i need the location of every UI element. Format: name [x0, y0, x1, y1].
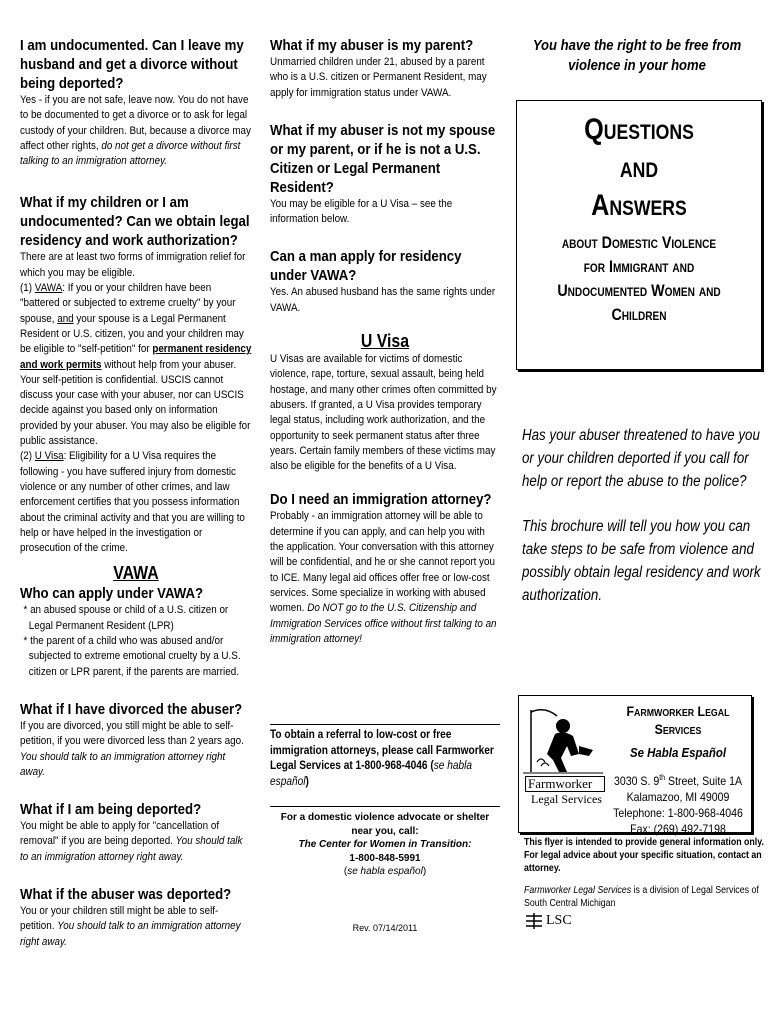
answer-abuser-deported [20, 904, 252, 950]
lsc-text: LSC [546, 913, 572, 928]
vawa-option-bold: permanent residency and work permits [20, 343, 252, 371]
logo-line2: Legal Services [531, 792, 602, 806]
subtitle-line4: Children [611, 305, 667, 324]
answer-vawa-option [20, 281, 252, 449]
subtitle-line2: for Immigrant and [583, 257, 695, 276]
question-who-can-apply: Who can apply under VAWA? [20, 585, 204, 603]
fls-contact-text [612, 702, 744, 837]
subtitle-line3: Undocumented Women and [557, 281, 721, 300]
vawa-option-label: VAWA [34, 282, 63, 295]
vawa-option-text3: without help from your abuser. Your self-petition is confidential. USCIS cannot discuss your case with your abuser, nor can USCIS decide against you based only on information provided by your abuser. You may also be eligible for public assistance. [20, 358, 251, 448]
advocate-spanish: (se habla español) [343, 866, 427, 877]
fls-address1-post: Street, Suite 1A [665, 774, 742, 788]
answer-uvisa-option [20, 449, 252, 556]
referral-content [270, 728, 500, 790]
uvisa-heading: U Visa [360, 331, 410, 352]
cover-body-purpose: This brochure will tell you how you can take steps to be safe from violence and possibly obtain legal residency and work authorization. [522, 518, 761, 604]
disclaimer-content [524, 836, 764, 875]
fls-address2: Kalamazoo, MI 49009 [626, 790, 730, 804]
question-legal-residency: What if my children or I am undocumented? Can we obtain legal residency and work authorization? [20, 194, 250, 250]
column-left [20, 36, 252, 950]
bullet-abused-spouse: * an abused spouse or child of a U.S. citizen or Legal Permanent Resident (LPR) [23, 604, 229, 632]
question-divorce: I am undocumented. Can I leave my husband and get a divorce without being deported? [20, 37, 244, 92]
uvisa-description: U Visas are available for victims of domestic violence, rape, torture, sexual assault, being held hostage, and many other crimes often committed by abusers. If granted, a U Visa provides temporary legal status, including work authorization, and the opportunity to seek permanent status after three years. Certain family members of these victims may also be eligible for the benefits of a U Visa. [270, 353, 497, 473]
lsc-emblem-icon [524, 912, 544, 930]
revision-date: Rev. 07/14/2011 [352, 923, 418, 933]
title-questions: Questions [584, 113, 694, 146]
fls-name: Farmworker Legal Services [626, 703, 730, 737]
cover-body [522, 424, 762, 607]
logo-line1: Farmworker [525, 776, 605, 792]
answer-abuser-parent: Unmarried children under 21, abused by a parent who is a U.S. citizen or Permanent Resident, may apply for immigration status under VAWA. [270, 56, 487, 99]
advocate-line: For a domestic violence advocate or shelter near you, call: [280, 812, 490, 837]
title-and: and [619, 151, 659, 184]
farmer-silhouette-icon [523, 706, 603, 776]
advocate-block [270, 811, 500, 879]
column-right [512, 36, 762, 76]
cover-body-content [522, 424, 761, 607]
question-need-attorney: Do I need an immigration attorney? [270, 491, 492, 509]
referral-text: To obtain a referral to low-cost or free immigration attorneys, please call Farmworker Legal Services at 1-800-968-4046 (se habla español) [270, 729, 494, 788]
answer-deported-text: You might be able to apply for "cancellation of removal" if you are being deported. [20, 820, 220, 848]
division-text [524, 884, 764, 910]
vawa-option-text1: : If you or your children have been "battered or subjected to extreme cruelty" by your spouse, [20, 282, 236, 325]
vawa-option-prefix: (1) [20, 282, 35, 295]
fls-address1 [612, 770, 744, 789]
answer-abuser-not-spouse: You may be eligible for a U Visa – see the information below. [270, 197, 453, 226]
fls-fax: Fax: (269) 492-7198 [630, 822, 726, 836]
fls-telephone: Telephone: 1-800-968-4046 [613, 806, 743, 820]
disclaimer-text: This flyer is intended to provide general information only. For legal advice about your specific situation, contact an attorney. [524, 837, 764, 874]
fls-address1-pre: 3030 S. 9 [614, 774, 660, 788]
cover-body-question: Has your abuser threatened to have you or your children deported if you call for help or report the abuse to the police? [522, 427, 760, 490]
question-divorced-abuser: What if I have divorced the abuser? [20, 700, 243, 718]
question-man-apply: Can a man apply for residency under VAWA? [270, 248, 462, 285]
question-abuser-deported: What if the abuser was deported? [20, 885, 232, 903]
answer-divorce [20, 93, 252, 169]
uvisa-option-label: U Visa [34, 450, 64, 463]
division-content [524, 884, 764, 910]
answer-divorce-text: Yes - if you are not safe, leave now. You do not have to be documented to get a divorce or to ask for legal custody of your children. But, because a divorce may affect other rights, [20, 94, 251, 152]
column-left-content [20, 36, 252, 950]
fls-spanish: Se Habla Español [629, 745, 727, 760]
answer-deported-italic: You should talk to an immigration attorney right away. [20, 835, 243, 863]
answer-attorney-text: Probably - an immigration attorney will be able to determine if you can apply, and can help you with the application. Your conversation with this attorney will be confidential, and he or she cannot report you to ICE. Many legal aid offices offer free or low-cost services. Some specialize in working with abused women. [270, 510, 495, 615]
title-box [516, 100, 762, 370]
lsc-logo [524, 912, 572, 930]
cover-tagline: You have the right to be free from violence in your home [532, 38, 742, 74]
referral-block [270, 728, 500, 790]
advocate-divider [270, 806, 500, 807]
answer-attorney-italic: Do NOT go to the U.S. Citizenship and Immigration Services office without first talking to an immigration attorney! [270, 602, 497, 645]
fls-contact-details [603, 702, 753, 837]
column-middle [270, 36, 500, 933]
uvisa-option-text: : Eligibility for a U Visa requires the following - you have suffered injury from domestic violence or any number of other crimes, and law enforcement certifies that you possess information about the criminal activity and that you are willing to help or have helped in the investigation or prosecution of the crime. [20, 450, 245, 555]
fls-contact-box [518, 695, 752, 836]
advocate-spanish-text: se habla español [347, 866, 423, 877]
vawa-option-and: and [57, 312, 74, 325]
answer-need-attorney [270, 509, 500, 647]
bullet-parent-of-child: * the parent of a child who was abused and/or subjected to extreme emotional cruelty by a U.S. citizen or LPR parent, if the parents are married. [23, 635, 241, 678]
question-being-deported: What if I am being deported? [20, 801, 202, 819]
division-italic: Farmworker Legal Services [524, 885, 632, 896]
answer-legal-residency-intro: There are at least two forms of immigration relief for which you may be eligible. [20, 251, 246, 279]
referral-bold: To obtain a referral to low-cost or free immigration attorneys, please call Farmworker Legal Services at 1-800-968-4046 [270, 729, 494, 772]
answer-abuser-deported-text: You or your children still might be able to self-petition. [20, 904, 219, 933]
column-middle-content [270, 36, 500, 647]
title-answers: Answers [591, 189, 687, 222]
vawa-heading: VAWA [113, 563, 159, 584]
answer-abuser-deported-italic: You should talk to an immigration attorney right away. [20, 920, 241, 948]
advocate-phone: 1-800-848-5991 [349, 852, 421, 864]
uvisa-option-prefix: (2) [20, 450, 35, 463]
title-content [537, 101, 742, 327]
farmworker-logo [523, 706, 603, 776]
question-abuser-parent: What if my abuser is my parent? [270, 37, 474, 54]
referral-divider [270, 724, 500, 725]
answer-divorce-italic: do not get a divorce without first talking to an immigration attorney. [20, 139, 241, 168]
answer-man-apply: Yes. An abused husband has the same rights under VAWA. [270, 286, 496, 314]
question-abuser-not-spouse: What if my abuser is not my spouse or my parent, or if he is not a U.S. Citizen or Legal Permanent Resident? [270, 121, 496, 196]
answer-divorced-abuser [20, 719, 252, 780]
advocate-org: The Center for Women in Transition: [298, 839, 472, 850]
fls-address1-sup: th [659, 773, 666, 782]
answer-divorced-text: If you are divorced, you still might be able to self-petition, if you were divorced less than 2 years ago. [20, 719, 244, 748]
disclaimer-block [524, 836, 764, 875]
answer-being-deported [20, 819, 252, 865]
division-plain: is a division of Legal Services of South Central Michigan [524, 885, 759, 909]
subtitle-line1: about Domestic Violence [561, 233, 717, 252]
vawa-option-text2: your spouse is a Legal Permanent Resident or U.S. citizen, you and your children may be eligible to "self-petition" for [20, 312, 244, 356]
division-block [524, 884, 764, 910]
answer-divorced-italic: You should talk to an immigration attorney right away. [20, 750, 226, 778]
referral-spanish: se habla español [270, 760, 472, 788]
logo-text [525, 776, 605, 806]
